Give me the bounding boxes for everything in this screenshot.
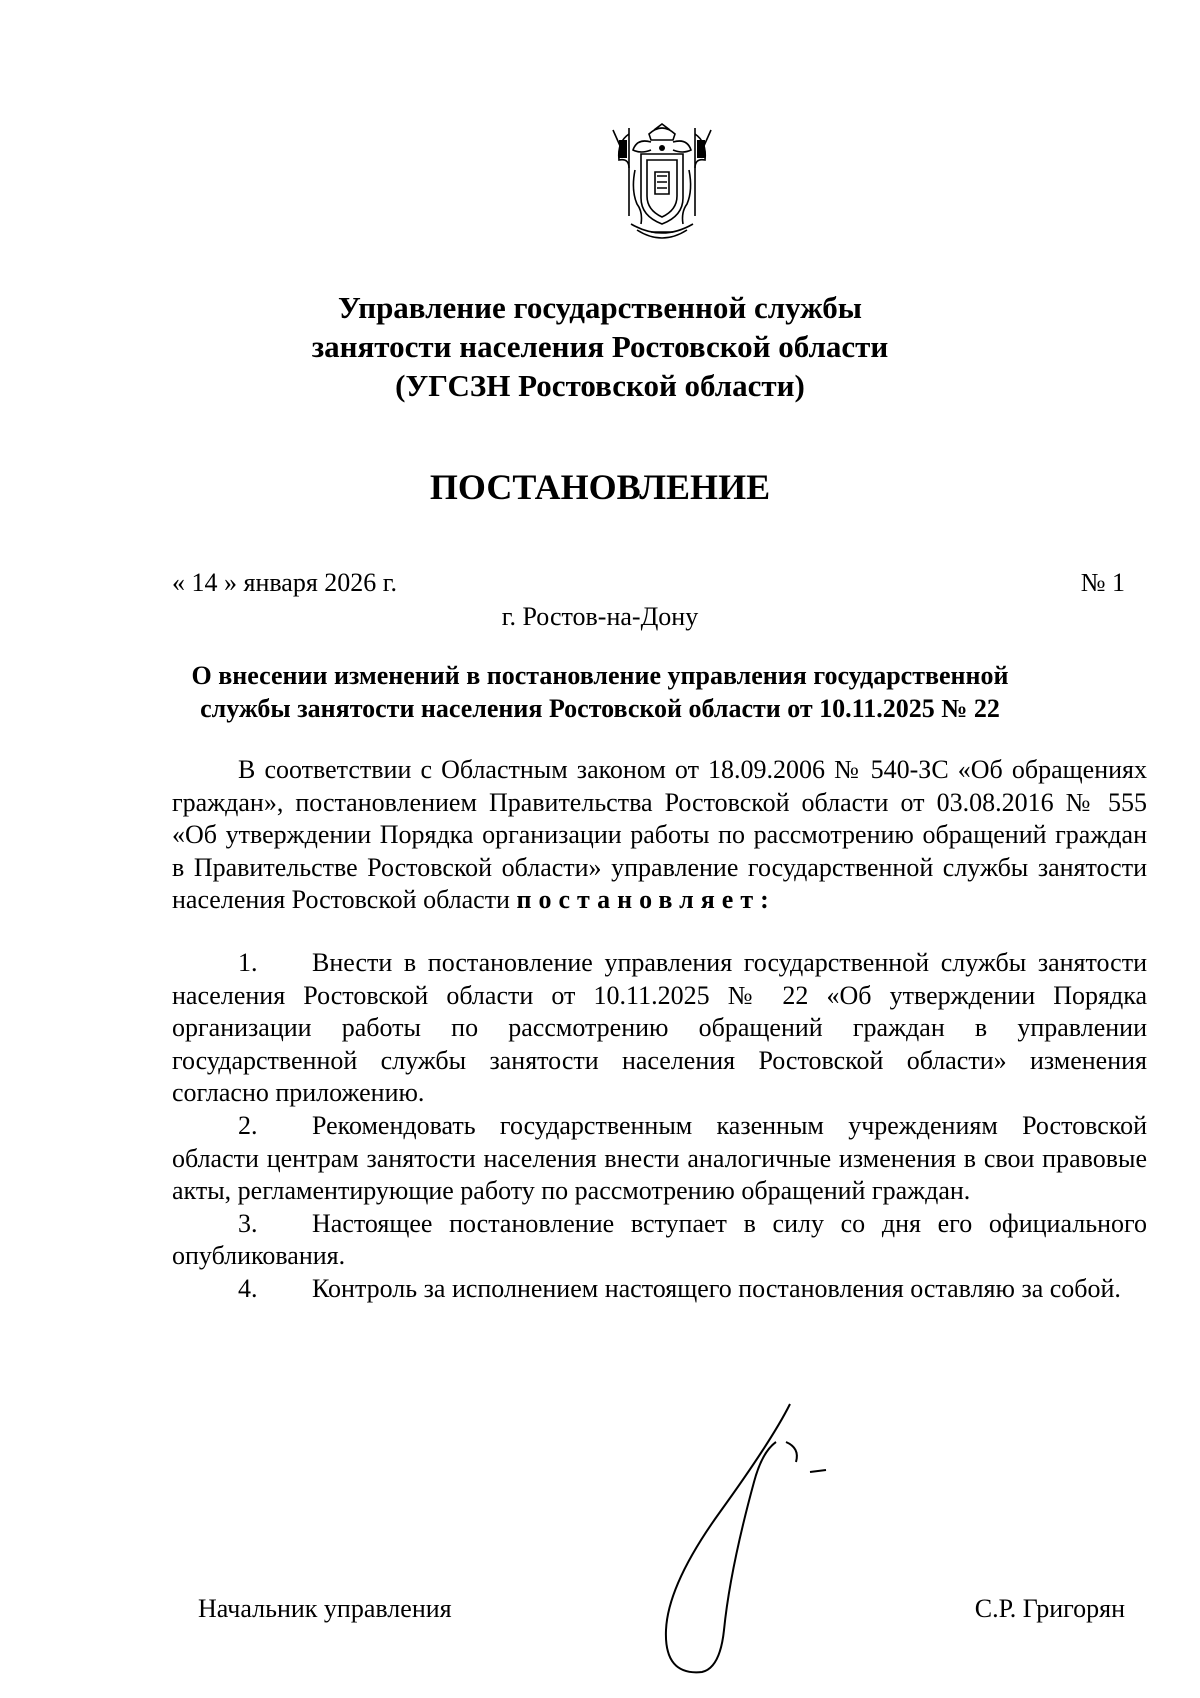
list-item-number: 3.	[238, 1208, 258, 1238]
list-item-text: Настоящее постановление вступает в силу со дня его официального опубликования.	[172, 1208, 1147, 1271]
signatory-name: С.Р. Григорян	[974, 1594, 1125, 1623]
handwritten-signature-icon	[650, 1400, 850, 1685]
organization-name-line-2: занятости населения Ростовской области	[311, 329, 889, 364]
organization-abbreviation: (УГСЗН Ростовской области)	[395, 368, 805, 403]
list-item	[172, 1273, 1147, 1306]
coat-of-arms-icon	[607, 120, 717, 248]
preamble-paragraph	[172, 754, 1147, 917]
organization-name-line-1: Управление государственной службы	[338, 290, 862, 325]
list-item-text: Внести в постановление управления государственной службы занятости населения Ростовской области от 10.11.2025 № 22 «Об утверждении Порядка организации работы по рассмотрению обращений граждан в управлении государственной службы занятости населения Ростовской области» изменения согласно приложению.	[172, 947, 1147, 1108]
document-type-title: ПОСТАНОВЛЕНИЕ	[429, 467, 771, 507]
list-item-text: Рекомендовать государственным казенным учреждениям Ростовской области центрам занятости населения внести аналогичные изменения в свои правовые акты, регламентирующие работу по рассмотрению обращений граждан.	[172, 1110, 1147, 1206]
list-item-number: 1.	[238, 947, 258, 977]
subject-line-1: О внесении изменений в постановление управления государственной	[191, 661, 1009, 690]
list-item-text: Контроль за исполнением настоящего постановления оставляю за собой.	[312, 1273, 1121, 1303]
list-item	[172, 1208, 1147, 1273]
document-city: г. Ростов-на-Дону	[501, 602, 699, 631]
document-body	[172, 754, 1147, 1306]
list-item-number: 2.	[238, 1110, 258, 1140]
document-number: № 1	[1080, 568, 1125, 597]
subject-line-2: службы занятости населения Ростовской области от 10.11.2025 № 22	[200, 694, 1000, 723]
signatory-title: Начальник управления	[198, 1594, 452, 1623]
document-date: « 14 » января 2026 г.	[172, 568, 398, 597]
preamble-text: В соответствии с Областным законом от 18.09.2006 № 540-ЗС «Об обращениях граждан», постановлением Правительства Ростовской области от 03.08.2016 № 555 «Об утверждении Порядка организации работы по рассмотрению обращений граждан в Правительстве Ростовской области» управление государственной службы занятости населения Ростовской области	[172, 755, 1147, 915]
decree-word: постановляет:	[516, 885, 776, 915]
list-item	[172, 947, 1147, 1110]
list-item-number: 4.	[238, 1273, 258, 1303]
list-item	[172, 1110, 1147, 1208]
